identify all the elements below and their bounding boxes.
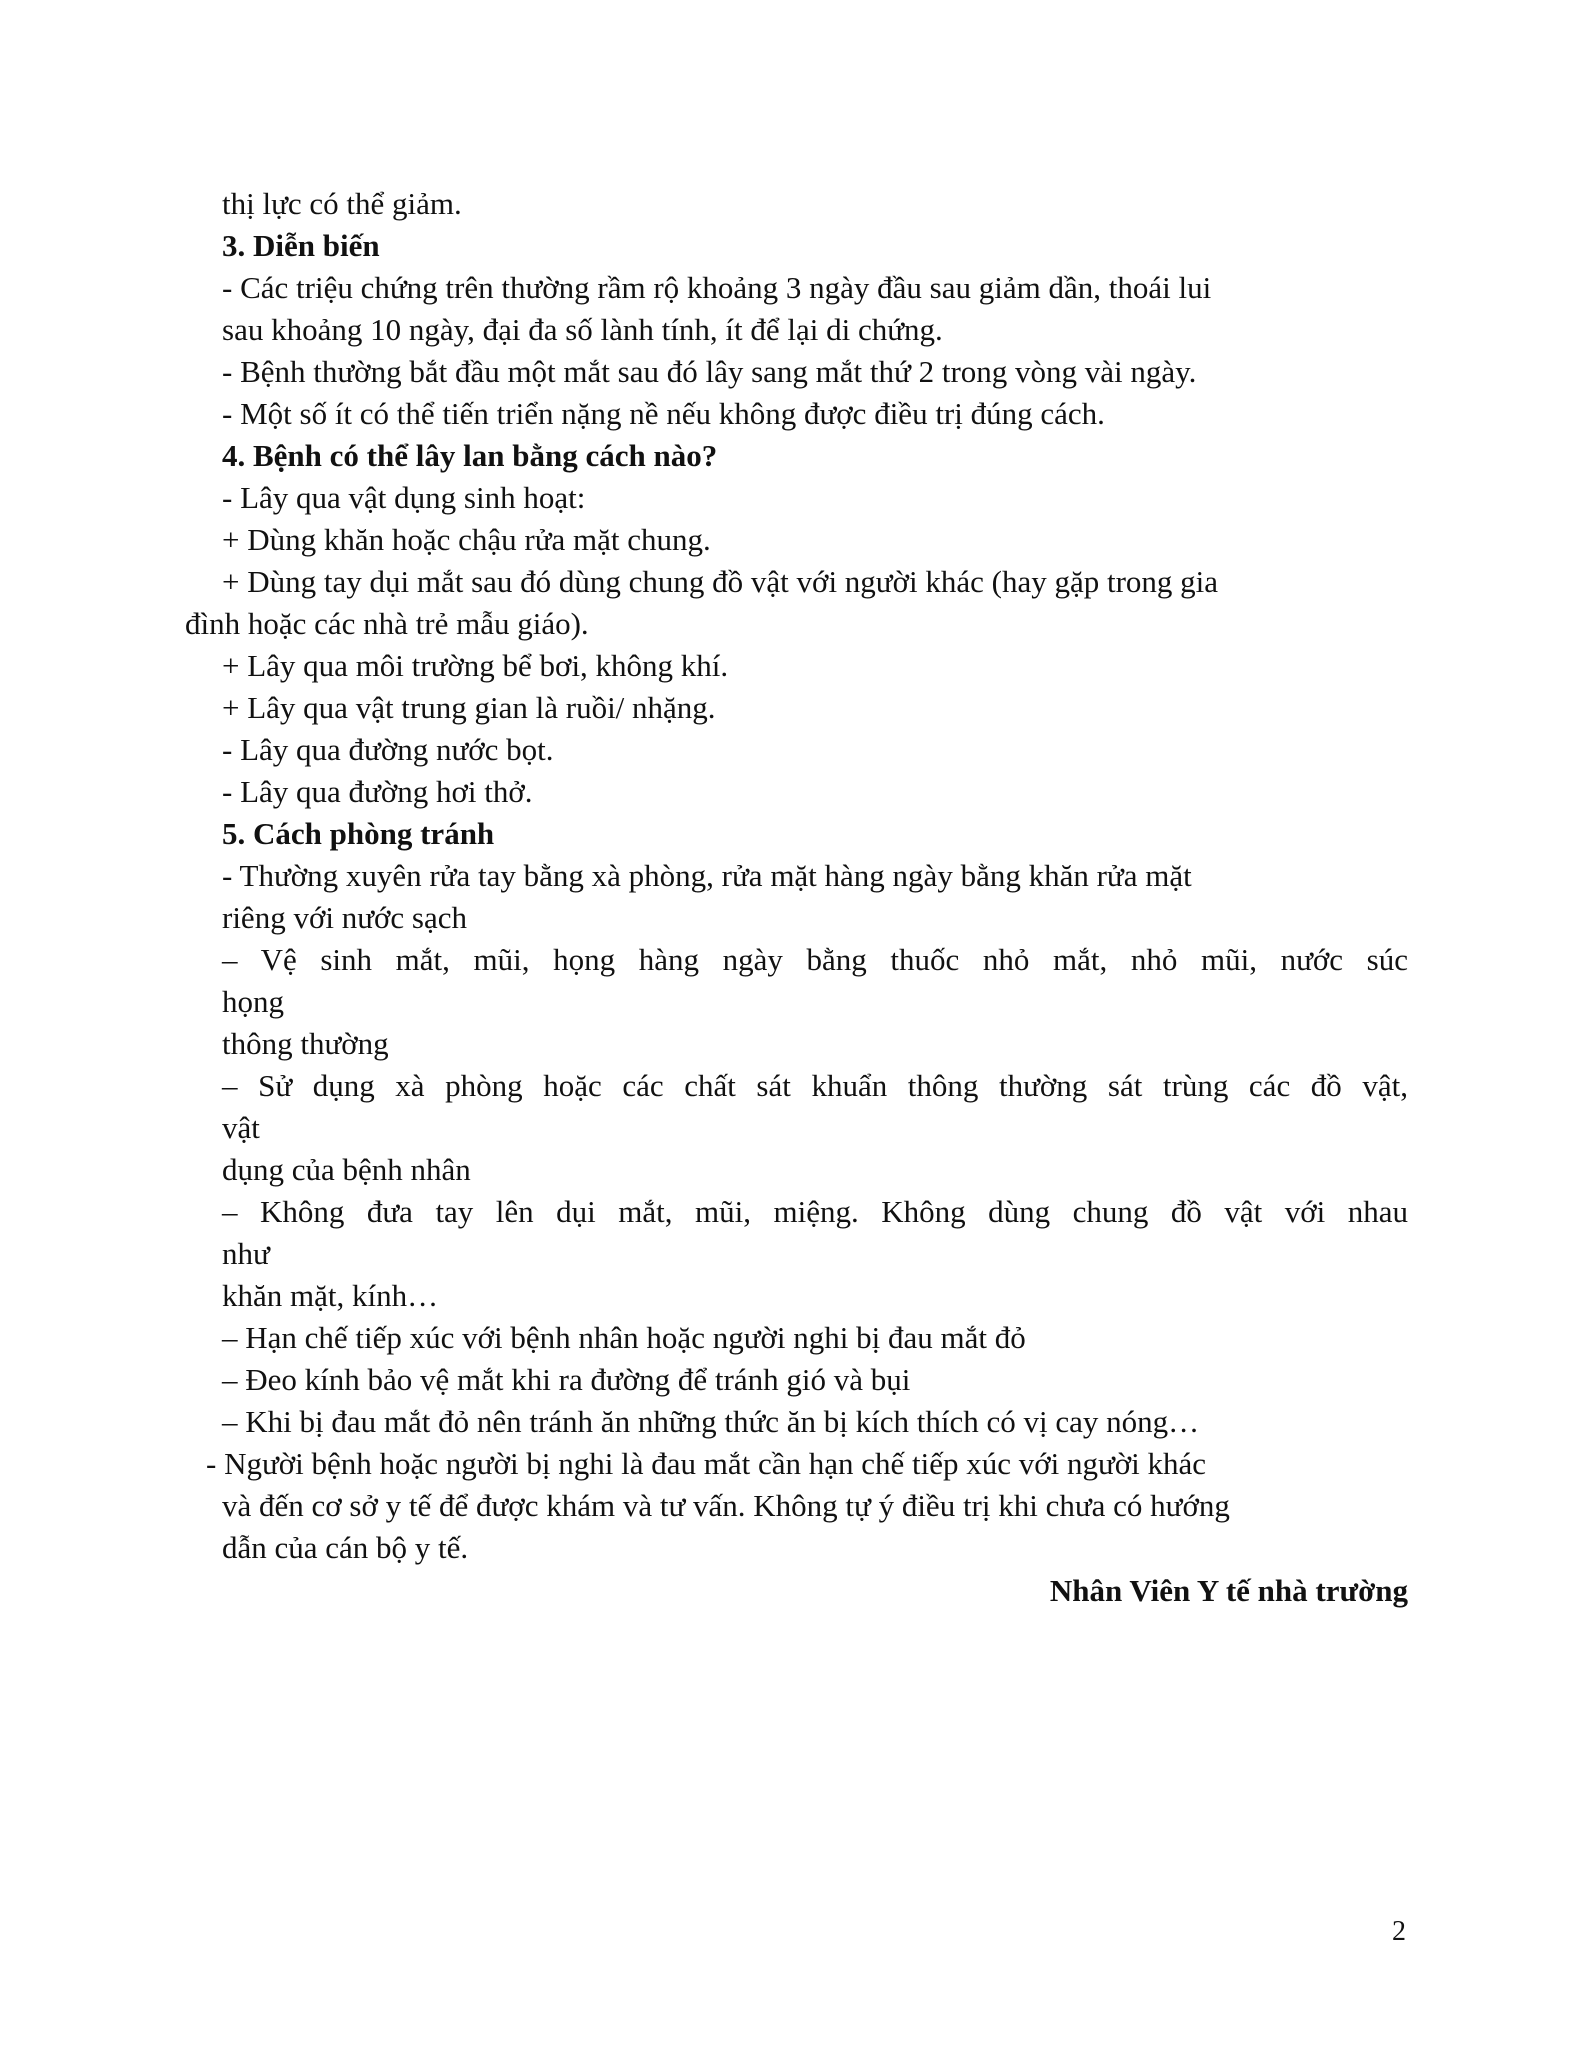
section-5-line: – Vệ sinh mắt, mũi, họng hàng ngày bằng thuốc nhỏ mắt, nhỏ mũi, nước súc	[222, 942, 1408, 977]
section-3-line: - Các triệu chứng trên thường rầm rộ khoảng 3 ngày đầu sau giảm dần, thoái lui	[222, 270, 1212, 305]
section-5-line: – Hạn chế tiếp xúc với bệnh nhân hoặc người nghi bị đau mắt đỏ	[222, 1320, 1026, 1355]
section-4-line: + Dùng khăn hoặc chậu rửa mặt chung.	[222, 522, 711, 557]
section-5-line: dụng của bệnh nhân	[222, 1152, 471, 1187]
section-4-line: - Lây qua đường hơi thở.	[222, 774, 533, 809]
section-4-line: + Dùng tay dụi mắt sau đó dùng chung đồ vật với người khác (hay gặp trong gia	[222, 564, 1219, 599]
signature: Nhân Viên Y tế nhà trường	[1049, 1573, 1408, 1608]
page-number: 2	[1392, 1916, 1406, 1947]
section-3-line: - Bệnh thường bắt đầu một mắt sau đó lây sang mắt thứ 2 trong vòng vài ngày.	[222, 354, 1197, 389]
section-3-line: - Một số ít có thể tiến triển nặng nề nếu không được điều trị đúng cách.	[222, 396, 1105, 431]
section-5-line: - Thường xuyên rửa tay bằng xà phòng, rửa mặt hàng ngày bằng khăn rửa mặt	[222, 858, 1192, 893]
section-4-line: - Lây qua vật dụng sinh hoạt:	[222, 480, 586, 515]
section-5-line: – Không đưa tay lên dụi mắt, mũi, miệng. Không dùng chung đồ vật với nhau	[222, 1194, 1408, 1229]
section-5-heading: 5. Cách phòng tránh	[222, 816, 495, 851]
section-4-line: - Lây qua đường nước bọt.	[222, 732, 554, 767]
section-4-line: đình hoặc các nhà trẻ mẫu giáo).	[185, 606, 589, 641]
section-5-line: – Khi bị đau mắt đỏ nên tránh ăn những thức ăn bị kích thích có vị cay nóng…	[222, 1404, 1200, 1439]
section-3-line: sau khoảng 10 ngày, đại đa số lành tính, ít để lại di chứng.	[222, 312, 943, 347]
section-5-line: khăn mặt, kính…	[222, 1278, 439, 1313]
section-5-line: - Người bệnh hoặc người bị nghi là đau mắt cần hạn chế tiếp xúc với người khác	[206, 1446, 1207, 1481]
section-4-line: + Lây qua vật trung gian là ruồi/ nhặng.	[222, 690, 716, 725]
section-5-line: và đến cơ sở y tế để được khám và tư vấn. Không tự ý điều trị khi chưa có hướng	[222, 1488, 1230, 1523]
section-5-line: riêng với nước sạch	[222, 900, 467, 935]
section-5-line: vật	[222, 1110, 260, 1145]
intro-tail-line: thị lực có thể giảm.	[222, 186, 462, 221]
section-5-line: – Đeo kính bảo vệ mắt khi ra đường để tránh gió và bụi	[222, 1362, 911, 1397]
section-3-heading: 3. Diễn biến	[222, 228, 380, 263]
section-5-line: thông thường	[222, 1026, 389, 1061]
section-5-line: dẫn của cán bộ y tế.	[222, 1530, 469, 1565]
section-4-line: + Lây qua môi trường bể bơi, không khí.	[222, 648, 729, 683]
section-4-heading: 4. Bệnh có thể lây lan bằng cách nào?	[222, 438, 718, 473]
section-5-line: như	[222, 1236, 270, 1271]
section-5-line: – Sử dụng xà phòng hoặc các chất sát khuẩn thông thường sát trùng các đồ vật,	[222, 1068, 1408, 1103]
section-5-line: họng	[222, 984, 284, 1019]
